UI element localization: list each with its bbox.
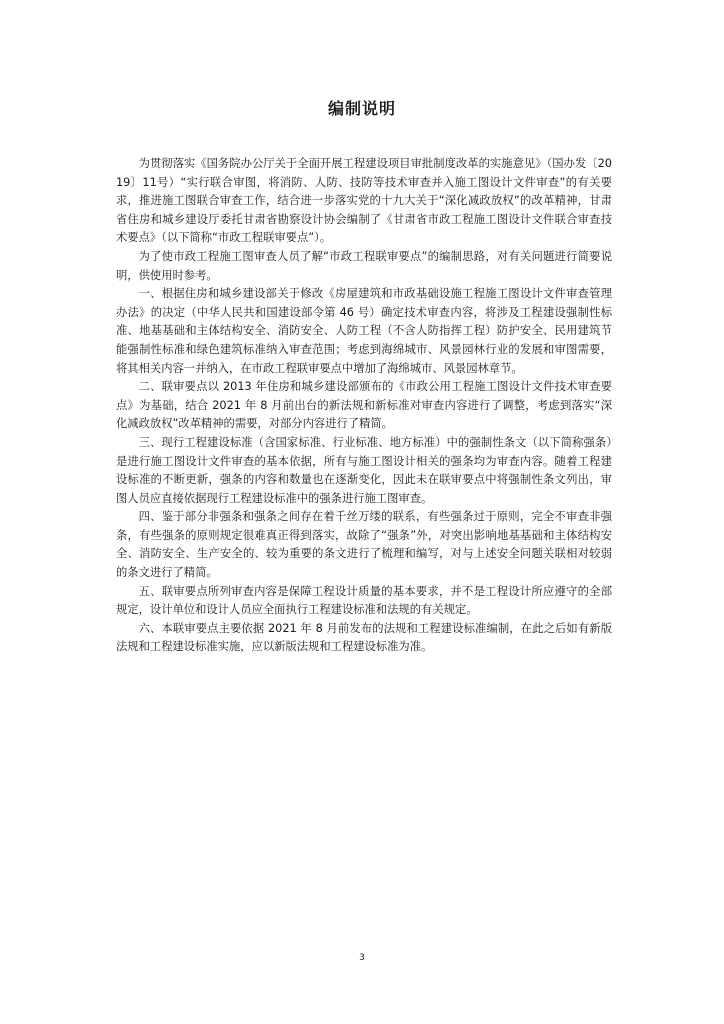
paragraph-item-5: 五、联审要点所列审查内容是保障工程设计质量的基本要求，并不是工程设计所应遵守的全部规定，设计单位和设计人员应全面执行工程建设标准和法规的有关规定。 — [116, 584, 612, 617]
page-number: 3 — [359, 953, 365, 963]
paragraph-item-4: 四、鉴于部分非强条和强条之间存在着千丝万缕的联系，有些强条过于原则，完全不审查非强条，有些强条的原则规定很难真正得到落实，故除了“强条”外，对突出影响地基基础和主体结构安全、消防安全、生产安全的、较为重要的条文进行了梳理和编写，对与上述安全问题关联相对较弱的条文进行了精简。 — [116, 510, 612, 580]
document-body — [116, 155, 612, 657]
document-title: 编制说明 — [327, 99, 396, 118]
paragraph-intro: 为贯彻落实《国务院办公厅关于全面开展工程建设项目审批制度改革的实施意见》（国办发〔2019〕11号）“实行联合审图，将消防、人防、技防等技术审查并入施工图设计文件审查”的有关要求，推进施工图联合审查工作，结合进一步落实党的十九大关于“深化减政放权”的改革精神，甘肃省住房和城乡建设厅委托甘肃省勘察设计协会编制了《甘肃省市政工程施工图设计文件联合审查技术要点》（以下简称“市政工程联审要点”）。 — [116, 157, 612, 245]
paragraph-item-2: 二、联审要点以 2013 年住房和城乡建设部颁布的《市政公用工程施工图设计文件技术审查要点》为基础，结合 2021 年 8 月前出台的新法规和新标准对审查内容进行了调整，考虑到落实“深化减政放权”改革精神的需要，对部分内容进行了精简。 — [116, 380, 612, 431]
paragraph-item-6: 六、本联审要点主要依据 2021 年 8 月前发布的法规和工程建设标准编制，在此之后如有新版法规和工程建设标准实施，应以新版法规和工程建设标准为准。 — [116, 621, 612, 654]
paragraph-item-3: 三、现行工程建设标准（含国家标准、行业标准、地方标准）中的强制性条文（以下简称强条）是进行施工图设计文件审查的基本依据，所有与施工图设计相关的强条均为审查内容。随着工程建设标准的不断更新，强条的内容和数量也在逐渐变化，因此未在联审要点中将强制性条文列出，审图人员应直接依据现行工程建设标准中的强条进行施工图审查。 — [116, 435, 612, 505]
paragraph-item-1: 一、根据住房和城乡建设部关于修改《房屋建筑和市政基础设施工程施工图设计文件审查管理办法》的决定（中华人民共和国建设部令第 46 号）确定技术审查内容，将涉及工程建设强制性标准、地基基础和主体结构安全、消防安全、人防工程（不含人防指挥工程）防护安全、民用建筑节能强制性标准和绿色建筑标准纳入审查范围；考虑到海绵城市、风景园林行业的发展和审图需要，将其相关内容一并纳入，在市政工程联审要点中增加了海绵城市、风景园林章节。 — [116, 287, 612, 375]
paragraph-purpose: 为了使市政工程施工图审查人员了解“市政工程联审要点”的编制思路，对有关问题进行简要说明，供使用时参考。 — [116, 249, 612, 282]
